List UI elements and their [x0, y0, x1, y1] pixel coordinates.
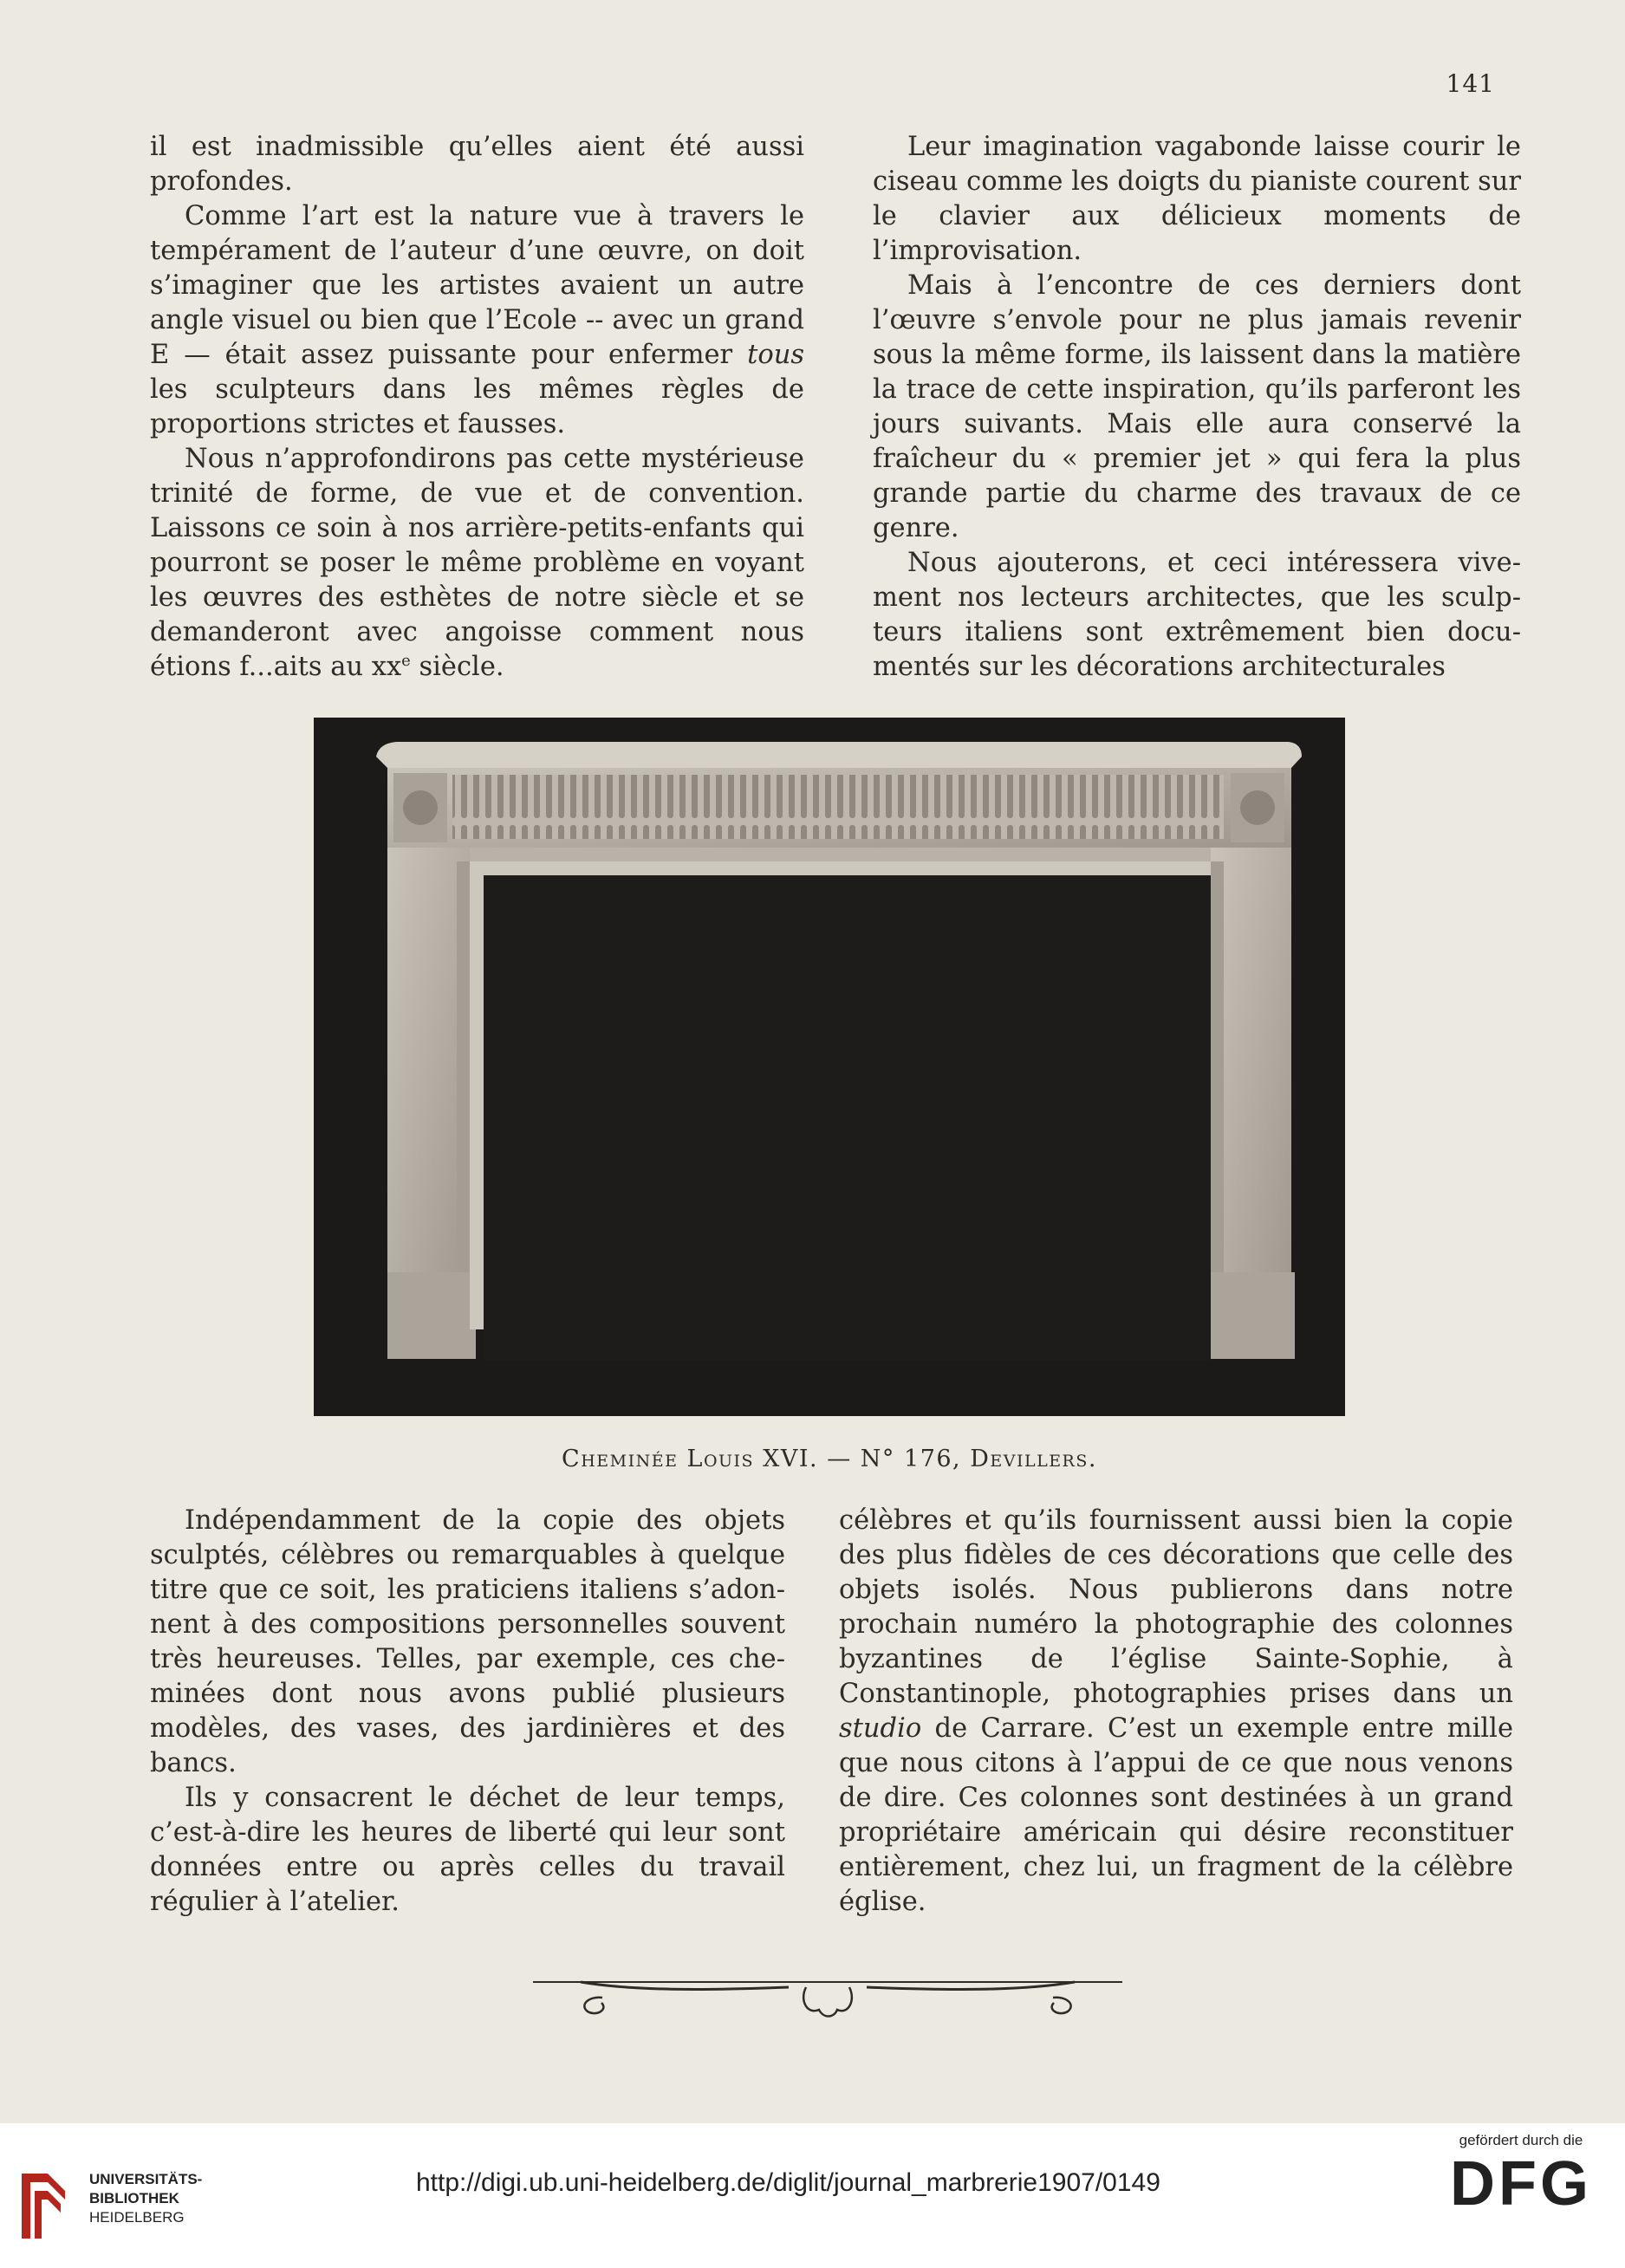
italic-word: tous [747, 340, 804, 370]
library-logo[interactable] [13, 2165, 238, 2243]
fireplace-illustration [314, 718, 1345, 1416]
paragraph: il est inadmissible qu’elles aient été aussi profondes. [150, 132, 804, 197]
text-span: de Carrare. C’est un exemple entre mille que nous citons à l’appui de ce que nous venons de dire. Ces colonnes sont destinées à un grand propriétaire américain qui désire reconstituer entièrement, chez lui, un fragment de la célèbre église. [839, 1713, 1513, 1917]
column-bottom-left [150, 1504, 785, 1920]
paragraph [150, 199, 804, 442]
caption-title: Cheminée Louis XVI. [562, 1446, 819, 1472]
superscript: e [401, 651, 411, 670]
footer-bar [0, 2123, 1625, 2268]
column-bottom-right [839, 1504, 1513, 1920]
paragraph: Nous ajouterons, et ceci intéressera vivement nos lecteurs architectes, que les sculpteurs italiens sont extrêmement bien documentés sur les décorations architecturales [873, 548, 1521, 682]
column-top-left [150, 130, 804, 685]
paragraph [839, 1504, 1513, 1920]
page-number: 141 [1446, 69, 1495, 98]
text-span: Comme l’art est la nature vue à travers le tempérament de l’auteur d’une œuvre, on doit s’imaginer que les artistes avaient un autre angle visuel ou bien que l’Ecole -- avec un grand E — était assez puissante pour enfermer [150, 201, 804, 370]
ornament-divider-icon [529, 1972, 1127, 2024]
library-line: HEIDELBERG [89, 2209, 185, 2226]
fireplace-photo [314, 718, 1345, 1416]
library-logo-icon [13, 2165, 74, 2243]
caption-detail: — N° 176, Devillers. [818, 1446, 1097, 1472]
figure-caption [314, 1446, 1345, 1472]
dfg-logo[interactable]: DFG [1450, 2149, 1592, 2219]
sponsor-label: gefördert durch die [1459, 2132, 1583, 2148]
paragraph: Leur imagination vagabonde laisse courir le ciseau comme les doigts du pianiste courent sur le clavier aux délicieux moments de l’improvisation. [873, 132, 1521, 266]
italic-word: studio [839, 1713, 922, 1744]
sponsor-block [1434, 2132, 1608, 2219]
library-line: BIBLIOTHEK [89, 2190, 179, 2206]
text-span: Nous n’approfondirons pas cette mystérieuse trinité de forme, de vue et de convention. Laissons ce soin à nos arrière-petits-enfants qui pourront se poser le même problème en voyant les œuvres des esthètes de notre siècle et se demanderont avec angoisse comment nous étions f...aits au xx [150, 444, 804, 682]
text-span: les sculpteurs dans les mêmes règles de proportions strictes et fausses. [150, 374, 804, 439]
text-span: siècle. [410, 652, 504, 682]
paragraph: Mais à l’encontre de ces derniers dont l’œuvre s’envole pour ne plus jamais revenir sous la même forme, ils laissent dans la matière la trace de cette inspiration, qu’ils parferont les jours suivants. Mais elle aura conservé la fraîcheur du « premier jet » qui fera la plus grande partie du charme des travaux de ce genre. [873, 270, 1521, 543]
ornament-divider [529, 1972, 1127, 2024]
library-line: UNIVERSITÄTS- [89, 2171, 203, 2187]
column-top-right [873, 130, 1521, 685]
text-span: célèbres et qu’ils fournissent aussi bien la copie des plus fidèles de ces décorations que celle des objets isolés. Nous publierons dans notre prochain numéro la photographie des colonnes byzantines de l’église Sainte-Sophie, à Constantinople, photographies prises dans un [839, 1505, 1513, 1709]
paragraph: Ils y consacrent le déchet de leur temps, c’est-à-dire les heures de liberté qui leur sont données entre ou après celles du travail régulier à l’atelier. [150, 1783, 785, 1917]
library-name [89, 2170, 202, 2227]
paragraph [150, 442, 804, 685]
paragraph: Indépendamment de la copie des objets sculptés, célèbres ou remarquables à quelque titre que ce soit, les praticiens italiens s’adonnent à des compositions personnelles souvent très heureuses. Telles, par exemple, ces cheminées dont nous avons publié plusieurs modèles, des vases, des jardinières et des bancs. [150, 1505, 785, 1778]
source-url-link[interactable]: http://digi.ub.uni-heidelberg.de/diglit/journal_marbrerie1907/0149 [416, 2168, 1160, 2197]
